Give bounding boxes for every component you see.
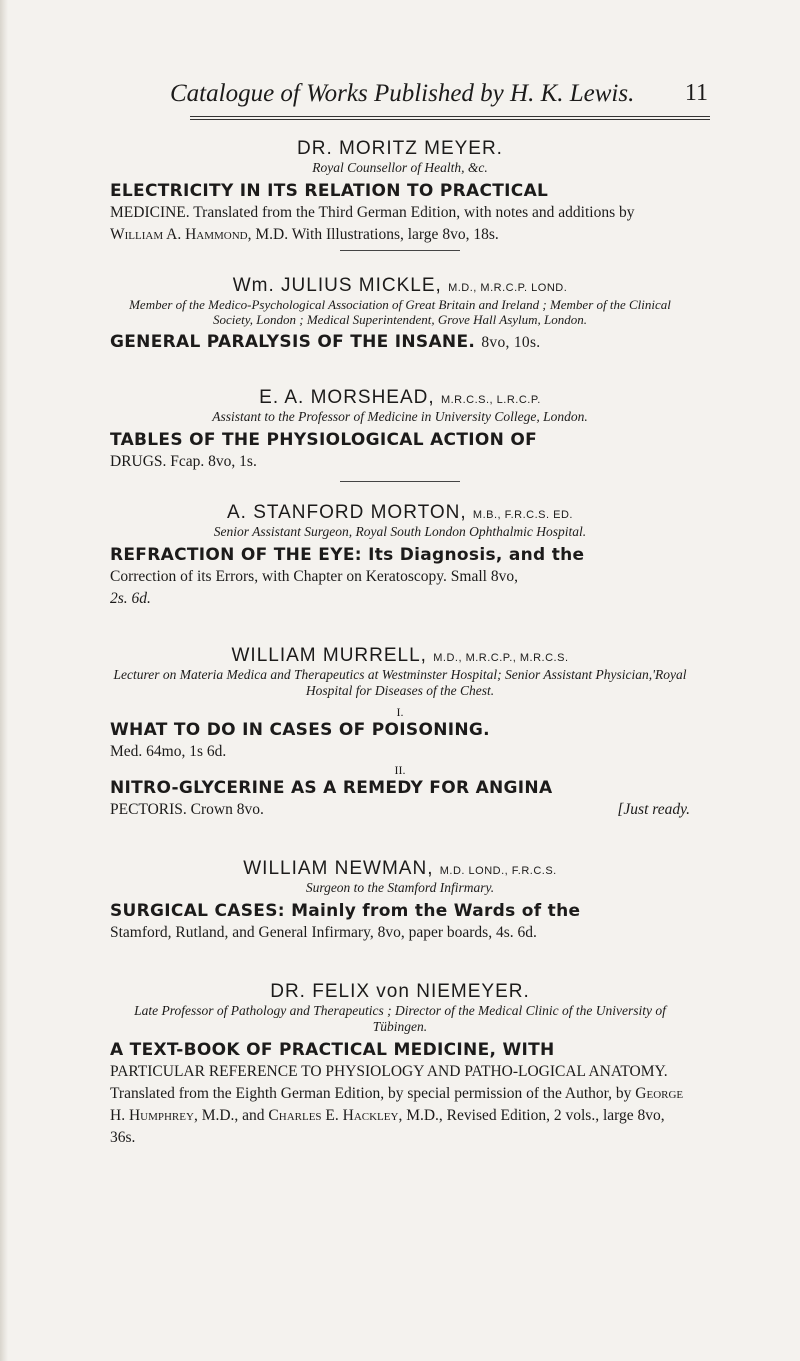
author-role: Senior Assistant Surgeon, Royal South London Ophthalmic Hospital. xyxy=(213,524,587,539)
entry-mickle xyxy=(110,275,690,354)
entry-divider xyxy=(340,481,460,482)
entry-newman xyxy=(110,858,690,944)
running-title: Catalogue of Works Published by H. K. Lewis. xyxy=(170,80,635,107)
entry-morshead xyxy=(110,387,690,473)
book-title: TABLES OF THE PHYSIOLOGICAL ACTION OF xyxy=(110,430,538,450)
entry-morton xyxy=(110,502,690,610)
book-description: Correction of its Errors, with Chapter on Keratoscopy. Small 8vo, xyxy=(110,568,518,585)
entry-murrell xyxy=(110,645,690,821)
author-role: Late Professor of Pathology and Therapeutics ; Director of the Medical Clinic of the University of Tübingen. xyxy=(134,1003,666,1034)
author-name: DR. MORITZ MEYER. xyxy=(297,138,503,159)
book-title: SURGICAL CASES: Mainly from the Wards of the xyxy=(110,901,581,921)
page-number: 11 xyxy=(684,80,708,106)
book-title: GENERAL PARALYSIS OF THE INSANE. 8vo, 10s. xyxy=(110,332,541,352)
author-name: E. A. MORSHEAD, M.R.C.S., L.R.C.P. xyxy=(259,387,541,408)
book-description: DRUGS. Fcap. 8vo, 1s. xyxy=(110,453,257,470)
author-role: Lecturer on Materia Medica and Therapeutics at Westminster Hospital; Senior Assistant Physician,'Royal Hospital for Diseases of the Chest. xyxy=(113,667,687,698)
header-rule xyxy=(190,116,710,120)
book-title: WHAT TO DO IN CASES OF POISONING. xyxy=(110,720,490,740)
author-role: Royal Counsellor of Health, &c. xyxy=(312,160,488,175)
book-description: PARTICULAR REFERENCE TO PHYSIOLOGY AND PATHO-LOGICAL ANATOMY. Translated from the Eighth German Edition, by special permission of the Author, by George H. Humphrey, M.D., and Charles E. Hackley, M.D., Revised Edition, 2 vols., large 8vo, 36s. xyxy=(110,1063,684,1146)
page-edge-shadow xyxy=(0,0,8,1361)
author-name: Wm. JULIUS MICKLE, M.D., M.R.C.P. LOND. xyxy=(232,275,568,296)
page-header xyxy=(140,80,708,120)
author-role: Surgeon to the Stamford Infirmary. xyxy=(305,880,495,895)
author-role: Member of the Medico-Psychological Association of Great Britain and Ireland ; Member of the Clinical Society, London ; Medical Superintendent, Grove Hall Asylum, London. xyxy=(129,297,671,327)
work-numeral: I. xyxy=(396,705,404,719)
author-name: A. STANFORD MORTON, M.B., F.R.C.S. ED. xyxy=(227,502,573,523)
work-numeral: II. xyxy=(394,763,406,777)
author-name: DR. FELIX von NIEMEYER. xyxy=(270,981,530,1002)
author-name: WILLIAM NEWMAN, M.D. LOND., F.R.C.S. xyxy=(243,858,557,879)
book-title: ELECTRICITY IN ITS RELATION TO PRACTICAL xyxy=(110,181,549,201)
book-title: NITRO-GLYCERINE AS A REMEDY FOR ANGINA xyxy=(110,778,553,798)
entry-divider xyxy=(340,250,460,251)
catalogue-entries xyxy=(110,138,690,1149)
publication-status: [Just ready. xyxy=(617,801,690,818)
book-description: MEDICINE. Translated from the Third German Edition, with notes and additions by William A. Hammond, M.D. With Illustrations, large 8vo, 18s. xyxy=(110,204,635,243)
entry-meyer xyxy=(110,138,690,246)
book-title: REFRACTION OF THE EYE: Its Diagnosis, and the xyxy=(110,545,585,565)
book-description: Med. 64mo, 1s 6d. xyxy=(110,743,227,760)
book-price: 2s. 6d. xyxy=(110,590,151,607)
book-description: PECTORIS. Crown 8vo. [Just ready. xyxy=(110,799,690,821)
book-description: Stamford, Rutland, and General Infirmary, 8vo, paper boards, 4s. 6d. xyxy=(110,924,537,941)
book-title: A TEXT-BOOK OF PRACTICAL MEDICINE, WITH xyxy=(110,1040,555,1060)
author-name: WILLIAM MURRELL, M.D., M.R.C.P., M.R.C.S. xyxy=(231,645,569,666)
author-role: Assistant to the Professor of Medicine in University College, London. xyxy=(212,409,588,424)
entry-niemeyer xyxy=(110,981,690,1149)
